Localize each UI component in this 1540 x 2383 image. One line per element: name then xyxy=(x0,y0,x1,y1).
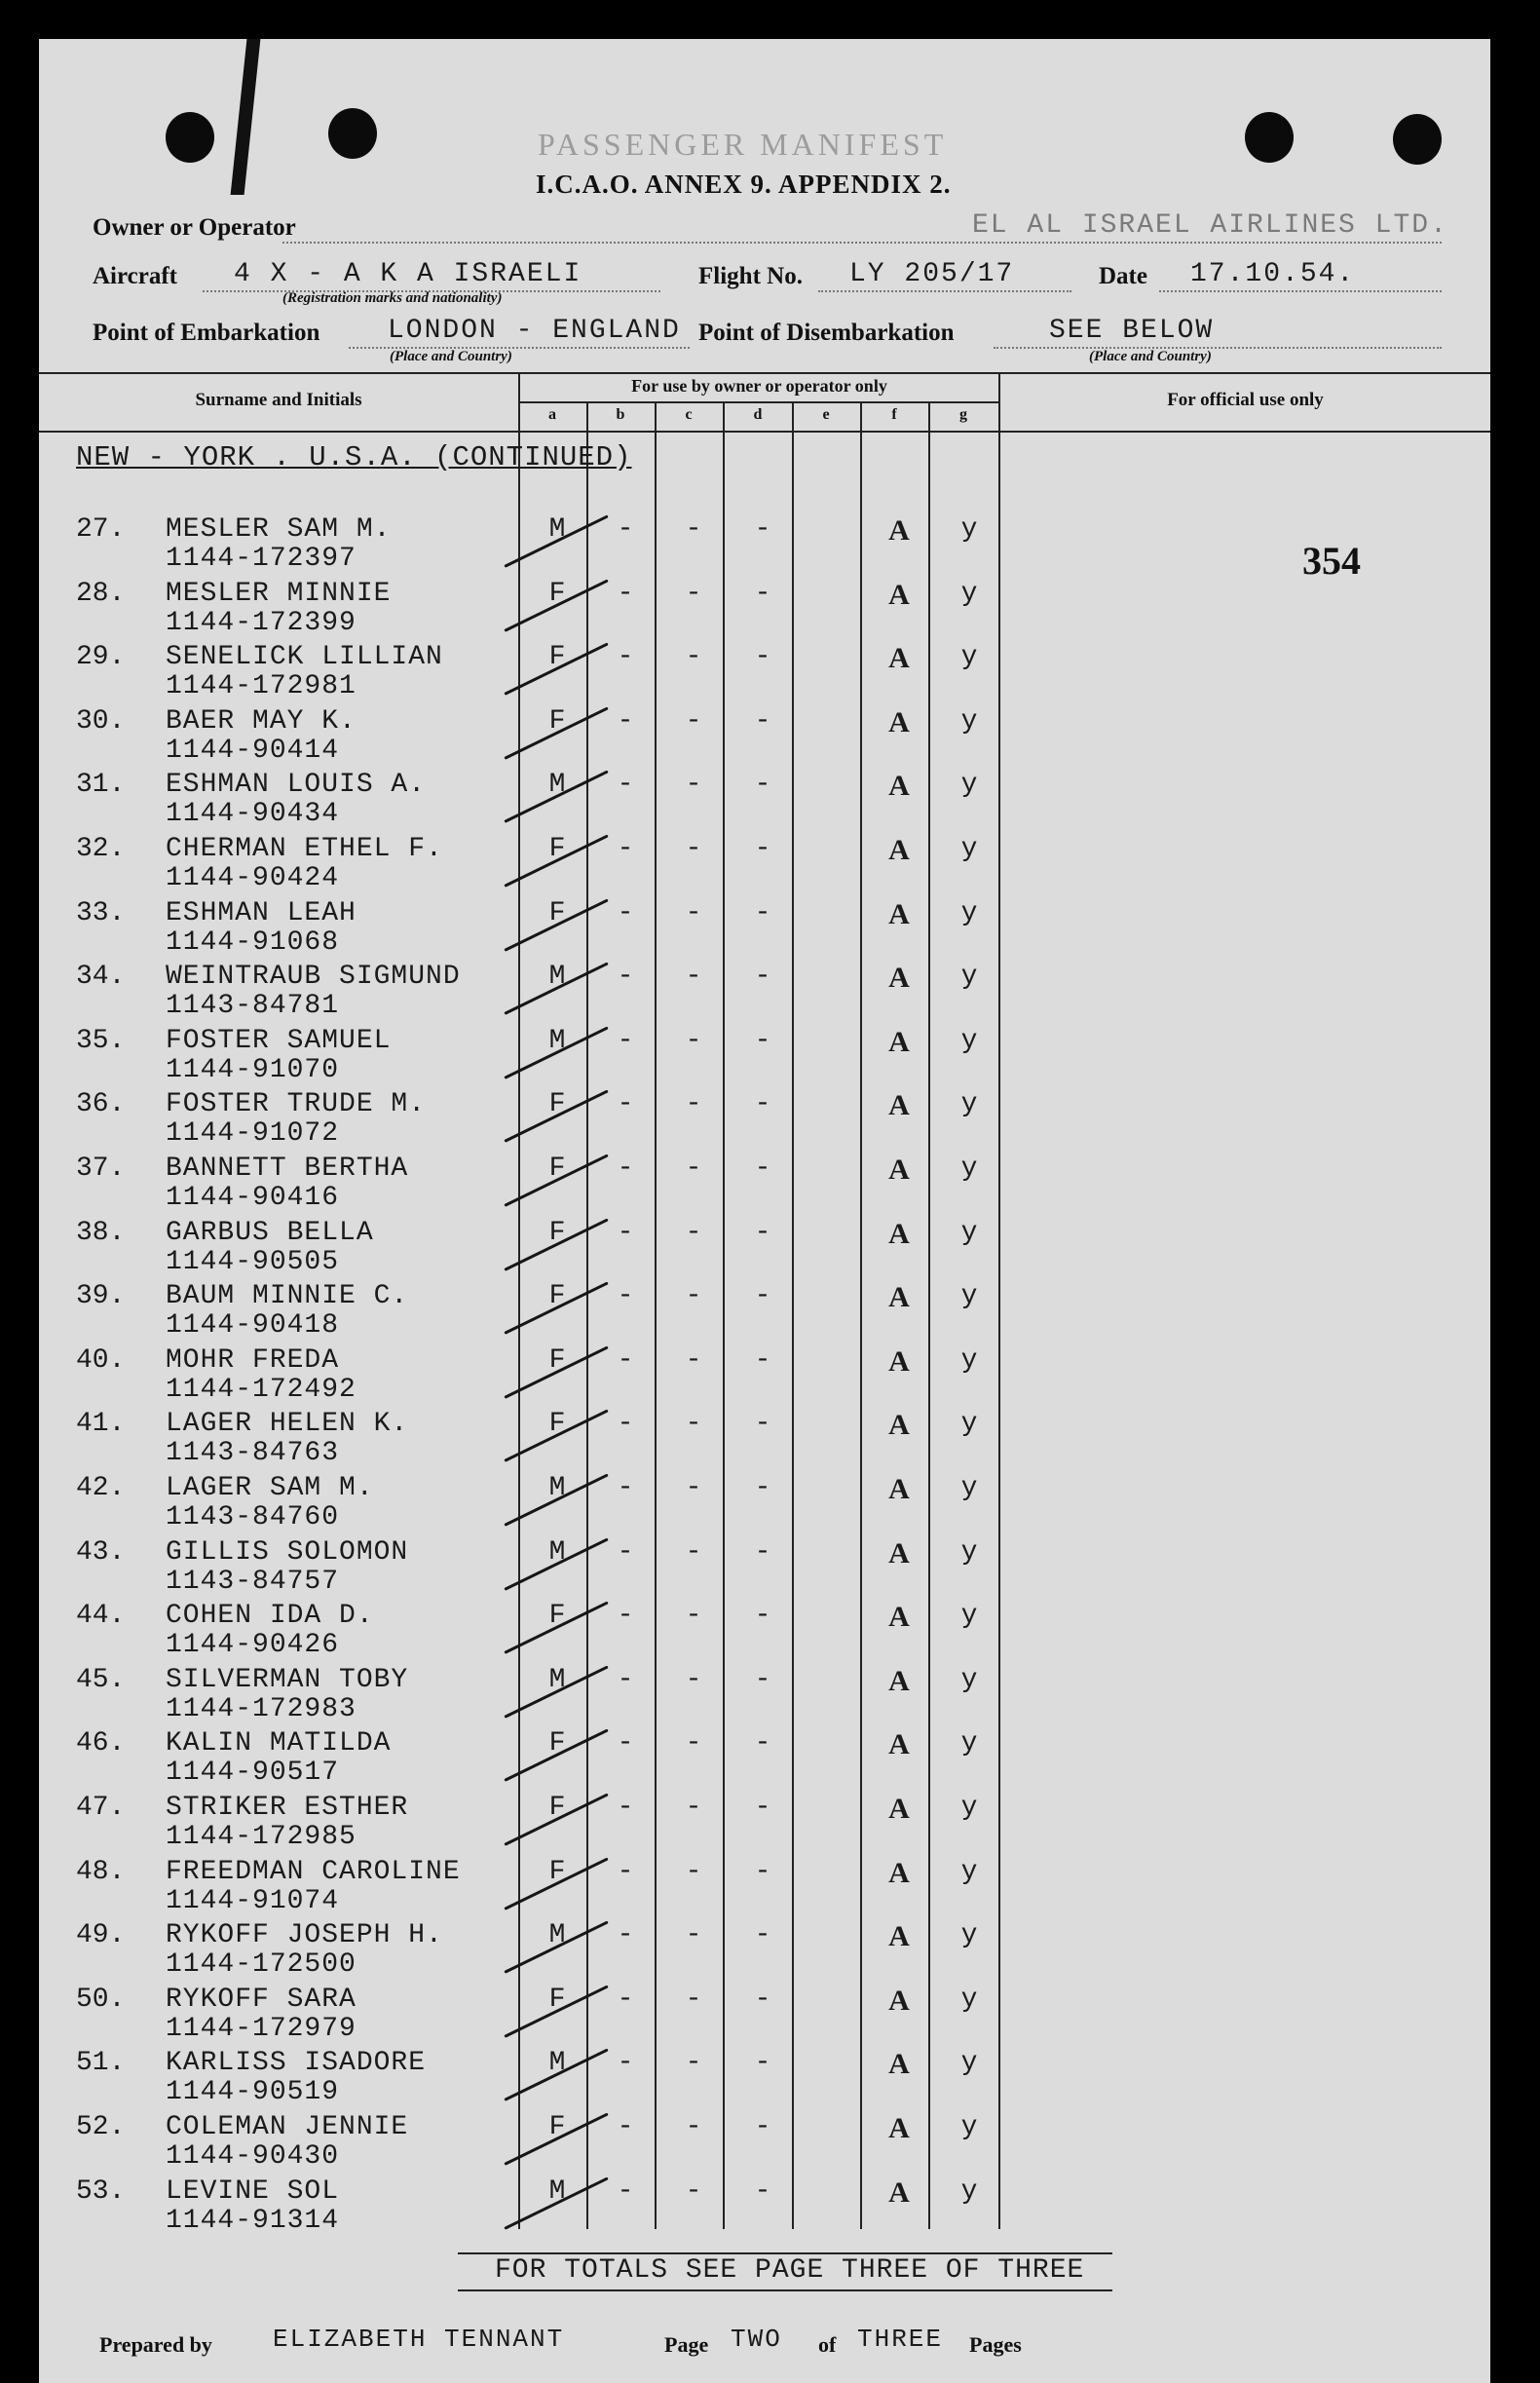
cell-d: - xyxy=(754,1281,771,1311)
table-header-bottom-rule xyxy=(39,431,1490,433)
cell-g: y xyxy=(960,1857,978,1887)
cell-c: - xyxy=(685,1089,702,1119)
passport-number: 1144-91068 xyxy=(166,927,340,958)
cell-b: - xyxy=(617,1026,634,1056)
passport-number: 1144-172983 xyxy=(166,1694,357,1724)
cell-d: - xyxy=(754,1793,771,1823)
cell-b: - xyxy=(617,1793,634,1823)
passenger-number: 30. xyxy=(76,706,126,737)
cell-g: y xyxy=(960,2112,978,2142)
cell-g: y xyxy=(960,2048,978,2078)
passenger-number: 42. xyxy=(76,1473,126,1503)
cell-g: y xyxy=(960,834,978,864)
cell-b: - xyxy=(617,962,634,992)
cell-g: y xyxy=(960,1920,978,1950)
passenger-number: 40. xyxy=(76,1345,126,1376)
passenger-number: 48. xyxy=(76,1857,126,1887)
passport-number: 1144-90505 xyxy=(166,1247,340,1277)
cell-f: A xyxy=(888,1281,910,1313)
cell-d: - xyxy=(754,642,771,672)
cell-f: A xyxy=(888,1218,910,1250)
passport-number: 1144-172985 xyxy=(166,1822,357,1852)
cell-f: A xyxy=(888,706,910,738)
cell-a: F xyxy=(548,642,566,672)
passenger-name: MOHR FREDA xyxy=(166,1345,340,1376)
cell-f: A xyxy=(888,2112,910,2144)
column-line xyxy=(518,372,520,2229)
cell-c: - xyxy=(685,2176,702,2207)
passport-number: 1144-91314 xyxy=(166,2206,340,2236)
cell-a: M xyxy=(548,514,566,545)
of-label: of xyxy=(818,2332,837,2357)
col-surname-header: Surname and Initials xyxy=(195,390,362,410)
disembark-value: SEE BELOW xyxy=(1049,316,1215,346)
passenger-name: KARLISS ISADORE xyxy=(166,2048,427,2078)
passport-number: 1143-84757 xyxy=(166,1567,340,1597)
passport-number: 1144-172500 xyxy=(166,1949,357,1980)
passport-number: 1144-90430 xyxy=(166,2141,340,2172)
cell-c: - xyxy=(685,1665,702,1695)
passenger-number: 47. xyxy=(76,1793,126,1823)
cell-f: A xyxy=(888,1089,910,1121)
passenger-number: 28. xyxy=(76,579,126,609)
column-line xyxy=(998,372,1000,2229)
document-title: I.C.A.O. ANNEX 9. APPENDIX 2. xyxy=(536,170,952,199)
punch-hole xyxy=(1245,112,1294,163)
cell-d: - xyxy=(754,770,771,800)
cell-a: M xyxy=(548,1026,566,1056)
passenger-name: KALIN MATILDA xyxy=(166,1728,392,1759)
cell-b: - xyxy=(617,2176,634,2207)
cell-a: M xyxy=(548,1665,566,1695)
cell-f: A xyxy=(888,514,910,547)
punch-hole xyxy=(328,108,377,159)
cell-b: - xyxy=(617,770,634,800)
passenger-name: MESLER SAM M. xyxy=(166,514,392,545)
cell-c: - xyxy=(685,2112,702,2142)
passenger-name: COHEN IDA D. xyxy=(166,1601,374,1631)
cell-b: - xyxy=(617,1985,634,2015)
cell-f: A xyxy=(888,770,910,802)
cell-f: A xyxy=(888,1920,910,1952)
cell-d: - xyxy=(754,706,771,737)
passenger-number: 32. xyxy=(76,834,126,864)
cell-f: A xyxy=(888,898,910,930)
cell-a: F xyxy=(548,1793,566,1823)
prepared-label: Prepared by xyxy=(99,2332,212,2357)
cell-a: F xyxy=(548,1857,566,1887)
cell-b: - xyxy=(617,706,634,737)
sub-col-b: b xyxy=(616,406,625,423)
passenger-number: 41. xyxy=(76,1409,126,1439)
cell-c: - xyxy=(685,706,702,737)
sub-col-d: d xyxy=(753,406,763,423)
date-value: 17.10.54. xyxy=(1190,259,1356,289)
totals-note: FOR TOTALS SEE PAGE THREE OF THREE xyxy=(495,2255,1085,2286)
cell-f: A xyxy=(888,1857,910,1889)
cell-c: - xyxy=(685,1026,702,1056)
cell-g: y xyxy=(960,1089,978,1119)
passenger-name: STRIKER ESTHER xyxy=(166,1793,409,1823)
owner-label: Owner or Operator xyxy=(93,214,296,241)
cell-a: F xyxy=(548,1985,566,2015)
cell-c: - xyxy=(685,1728,702,1759)
passport-number: 1144-90426 xyxy=(166,1630,340,1660)
cell-g: y xyxy=(960,1409,978,1439)
cell-g: y xyxy=(960,1281,978,1311)
passenger-name: GILLIS SOLOMON xyxy=(166,1537,409,1568)
cell-c: - xyxy=(685,1985,702,2015)
cell-c: - xyxy=(685,962,702,992)
passenger-number: 34. xyxy=(76,962,126,992)
aircraft-label: Aircraft xyxy=(93,263,177,289)
embark-value: LONDON - ENGLAND xyxy=(388,316,681,346)
column-line xyxy=(928,401,930,2229)
cell-b: - xyxy=(617,2112,634,2142)
passenger-name: SILVERMAN TOBY xyxy=(166,1665,409,1695)
cell-f: A xyxy=(888,1728,910,1760)
cell-f: A xyxy=(888,2176,910,2209)
cell-g: y xyxy=(960,2176,978,2207)
passenger-name: BAUM MINNIE C. xyxy=(166,1281,409,1311)
column-line xyxy=(792,401,794,2229)
sub-col-g: g xyxy=(959,406,967,423)
cell-d: - xyxy=(754,962,771,992)
cell-a: M xyxy=(548,770,566,800)
cell-g: y xyxy=(960,770,978,800)
passport-number: 1144-90424 xyxy=(166,863,340,893)
column-line xyxy=(723,401,725,2229)
passport-number: 1144-90414 xyxy=(166,736,340,766)
passenger-number: 37. xyxy=(76,1154,126,1184)
totals-rule-top xyxy=(458,2252,1112,2254)
cell-g: y xyxy=(960,1473,978,1503)
cell-b: - xyxy=(617,1537,634,1568)
passenger-number: 51. xyxy=(76,2048,126,2078)
passenger-name: WEINTRAUB SIGMUND xyxy=(166,962,461,992)
cell-b: - xyxy=(617,834,634,864)
passenger-name: ESHMAN LOUIS A. xyxy=(166,770,427,800)
aircraft-value: 4 X - A K A ISRAELI xyxy=(234,259,582,289)
passenger-number: 53. xyxy=(76,2176,126,2207)
cell-c: - xyxy=(685,1345,702,1376)
cell-d: - xyxy=(754,2112,771,2142)
cell-d: - xyxy=(754,1537,771,1568)
cell-b: - xyxy=(617,1089,634,1119)
cell-a: M xyxy=(548,2048,566,2078)
cell-d: - xyxy=(754,1409,771,1439)
cell-f: A xyxy=(888,579,910,611)
passport-number: 1144-172397 xyxy=(166,544,357,574)
cell-c: - xyxy=(685,642,702,672)
passenger-number: 29. xyxy=(76,642,126,672)
cell-b: - xyxy=(617,1601,634,1631)
cell-g: y xyxy=(960,1345,978,1376)
cell-g: y xyxy=(960,1601,978,1631)
of-value: THREE xyxy=(857,2325,944,2354)
passport-number: 1144-172981 xyxy=(166,671,357,701)
cell-a: F xyxy=(548,1218,566,1248)
column-line xyxy=(860,401,862,2229)
passport-number: 1144-90418 xyxy=(166,1310,340,1341)
cell-a: M xyxy=(548,1537,566,1568)
column-line xyxy=(655,401,657,2229)
cell-b: - xyxy=(617,579,634,609)
cell-b: - xyxy=(617,1218,634,1248)
page-value: TWO xyxy=(731,2325,782,2354)
column-line xyxy=(586,401,588,2229)
cell-b: - xyxy=(617,1665,634,1695)
passport-number: 1143-84781 xyxy=(166,991,340,1021)
cell-f: A xyxy=(888,1985,910,2017)
cell-d: - xyxy=(754,514,771,545)
passport-number: 1144-172492 xyxy=(166,1375,357,1405)
passenger-name: BANNETT BERTHA xyxy=(166,1154,409,1184)
cell-c: - xyxy=(685,1793,702,1823)
passenger-number: 33. xyxy=(76,898,126,928)
passenger-name: RYKOFF SARA xyxy=(166,1985,357,2015)
page-label: Page xyxy=(664,2332,709,2357)
cell-c: - xyxy=(685,1601,702,1631)
punch-hole xyxy=(166,112,214,163)
cell-a: M xyxy=(548,2176,566,2207)
cell-c: - xyxy=(685,1537,702,1568)
cell-f: A xyxy=(888,1026,910,1058)
passenger-number: 36. xyxy=(76,1089,126,1119)
cell-b: - xyxy=(617,2048,634,2078)
cell-c: - xyxy=(685,770,702,800)
passenger-name: LEVINE SOL xyxy=(166,2176,340,2207)
passport-number: 1144-91074 xyxy=(166,1886,340,1916)
cell-b: - xyxy=(617,1409,634,1439)
cell-a: M xyxy=(548,1473,566,1503)
cell-a: F xyxy=(548,1601,566,1631)
prepared-value: ELIZABETH TENNANT xyxy=(273,2325,565,2354)
flight-label: Flight No. xyxy=(698,263,803,289)
disembark-label: Point of Disembarkation xyxy=(698,320,955,346)
cell-g: y xyxy=(960,1728,978,1759)
cell-g: y xyxy=(960,1026,978,1056)
passenger-name: LAGER HELEN K. xyxy=(166,1409,409,1439)
cell-a: F xyxy=(548,706,566,737)
passport-number: 1143-84760 xyxy=(166,1502,340,1532)
cell-c: - xyxy=(685,514,702,545)
cell-f: A xyxy=(888,1793,910,1825)
cell-d: - xyxy=(754,2176,771,2207)
cell-f: A xyxy=(888,1601,910,1633)
cell-d: - xyxy=(754,1728,771,1759)
cell-g: y xyxy=(960,1665,978,1695)
cell-d: - xyxy=(754,1665,771,1695)
cell-c: - xyxy=(685,898,702,928)
sub-col-c: c xyxy=(685,406,693,423)
passenger-name: SENELICK LILLIAN xyxy=(166,642,443,672)
cell-a: F xyxy=(548,1345,566,1376)
cell-f: A xyxy=(888,2048,910,2080)
passenger-number: 52. xyxy=(76,2112,126,2142)
passenger-name: MESLER MINNIE xyxy=(166,579,392,609)
cell-d: - xyxy=(754,1473,771,1503)
passenger-name: GARBUS BELLA xyxy=(166,1218,374,1248)
passenger-number: 27. xyxy=(76,514,126,545)
passenger-name: RYKOFF JOSEPH H. xyxy=(166,1920,443,1950)
cell-f: A xyxy=(888,642,910,674)
passenger-number: 31. xyxy=(76,770,126,800)
cell-f: A xyxy=(888,1473,910,1505)
cell-f: A xyxy=(888,834,910,866)
passenger-number: 35. xyxy=(76,1026,126,1056)
cell-c: - xyxy=(685,1218,702,1248)
passport-number: 1144-90434 xyxy=(166,799,340,829)
cell-c: - xyxy=(685,2048,702,2078)
staple-mark xyxy=(231,39,261,195)
cell-b: - xyxy=(617,1345,634,1376)
passenger-number: 46. xyxy=(76,1728,126,1759)
official-page-number: 354 xyxy=(1302,539,1361,583)
cell-b: - xyxy=(617,514,634,545)
disembark-caption: (Place and Country) xyxy=(1089,349,1212,364)
passport-number: 1144-91072 xyxy=(166,1118,340,1149)
owner-value: EL AL ISRAEL AIRLINES LTD. xyxy=(972,210,1448,241)
embark-label: Point of Embarkation xyxy=(93,320,320,346)
punch-hole xyxy=(1393,114,1442,165)
pages-label: Pages xyxy=(969,2332,1022,2357)
cell-d: - xyxy=(754,579,771,609)
cell-g: y xyxy=(960,1154,978,1184)
passenger-name: CHERMAN ETHEL F. xyxy=(166,834,443,864)
cell-b: - xyxy=(617,898,634,928)
section-header: NEW - YORK . U.S.A. (CONTINUED) xyxy=(76,441,632,473)
passenger-number: 43. xyxy=(76,1537,126,1568)
cell-c: - xyxy=(685,834,702,864)
cell-a: F xyxy=(548,898,566,928)
cell-f: A xyxy=(888,1154,910,1186)
cell-g: y xyxy=(960,579,978,609)
passport-number: 1144-90517 xyxy=(166,1758,340,1788)
cell-c: - xyxy=(685,1920,702,1950)
cell-g: y xyxy=(960,1793,978,1823)
cell-f: A xyxy=(888,1537,910,1570)
passenger-number: 44. xyxy=(76,1601,126,1631)
faded-title: PASSENGER MANIFEST xyxy=(538,127,948,162)
cell-c: - xyxy=(685,1154,702,1184)
passport-number: 1144-172979 xyxy=(166,2014,357,2044)
cell-c: - xyxy=(685,1409,702,1439)
cell-d: - xyxy=(754,834,771,864)
cell-d: - xyxy=(754,898,771,928)
cell-a: F xyxy=(548,1728,566,1759)
cell-d: - xyxy=(754,1857,771,1887)
cell-g: y xyxy=(960,1537,978,1568)
cell-a: M xyxy=(548,1920,566,1950)
cell-b: - xyxy=(617,1154,634,1184)
passenger-name: COLEMAN JENNIE xyxy=(166,2112,409,2142)
cell-c: - xyxy=(685,579,702,609)
cell-b: - xyxy=(617,1920,634,1950)
cell-a: F xyxy=(548,834,566,864)
passport-number: 1144-90416 xyxy=(166,1183,340,1213)
cell-a: F xyxy=(548,1089,566,1119)
date-label: Date xyxy=(1099,263,1147,289)
cell-g: y xyxy=(960,642,978,672)
aircraft-caption: (Registration marks and nationality) xyxy=(282,290,503,306)
cell-c: - xyxy=(685,1281,702,1311)
passport-number: 1143-84763 xyxy=(166,1438,340,1468)
cell-b: - xyxy=(617,642,634,672)
cell-d: - xyxy=(754,1345,771,1376)
cell-d: - xyxy=(754,1026,771,1056)
cell-d: - xyxy=(754,1089,771,1119)
col-owner-use-header: For use by owner or operator only xyxy=(631,376,887,396)
cell-g: y xyxy=(960,962,978,992)
manifest-page xyxy=(39,39,1490,2383)
passenger-number: 49. xyxy=(76,1920,126,1950)
sub-col-e: e xyxy=(822,406,830,423)
passenger-name: FOSTER SAMUEL xyxy=(166,1026,392,1056)
cell-g: y xyxy=(960,1985,978,2015)
passenger-name: BAER MAY K. xyxy=(166,706,357,737)
table-top-rule xyxy=(39,372,1490,374)
passenger-number: 38. xyxy=(76,1218,126,1248)
passenger-name: ESHMAN LEAH xyxy=(166,898,357,928)
passport-number: 1144-91070 xyxy=(166,1055,340,1085)
passenger-number: 50. xyxy=(76,1985,126,2015)
cell-d: - xyxy=(754,1601,771,1631)
cell-c: - xyxy=(685,1857,702,1887)
cell-f: A xyxy=(888,1665,910,1697)
cell-g: y xyxy=(960,514,978,545)
embark-caption: (Place and Country) xyxy=(390,349,512,364)
cell-a: F xyxy=(548,1409,566,1439)
passenger-name: LAGER SAM M. xyxy=(166,1473,374,1503)
cell-f: A xyxy=(888,962,910,994)
cell-b: - xyxy=(617,1857,634,1887)
cell-a: F xyxy=(548,1281,566,1311)
cell-a: F xyxy=(548,1154,566,1184)
cell-d: - xyxy=(754,1154,771,1184)
cell-b: - xyxy=(617,1281,634,1311)
passenger-number: 45. xyxy=(76,1665,126,1695)
passport-number: 1144-90519 xyxy=(166,2077,340,2107)
passenger-number: 39. xyxy=(76,1281,126,1311)
cell-c: - xyxy=(685,1473,702,1503)
cell-a: F xyxy=(548,2112,566,2142)
cell-f: A xyxy=(888,1345,910,1378)
passenger-name: FREEDMAN CAROLINE xyxy=(166,1857,461,1887)
cell-g: y xyxy=(960,706,978,737)
col-official-header: For official use only xyxy=(1167,390,1324,410)
cell-a: F xyxy=(548,579,566,609)
cell-d: - xyxy=(754,1985,771,2015)
passport-number: 1144-172399 xyxy=(166,608,357,638)
cell-d: - xyxy=(754,1218,771,1248)
sub-col-a: a xyxy=(548,406,556,423)
sub-col-f: f xyxy=(891,406,897,423)
cell-g: y xyxy=(960,1218,978,1248)
cell-g: y xyxy=(960,898,978,928)
cell-b: - xyxy=(617,1473,634,1503)
cell-b: - xyxy=(617,1728,634,1759)
cell-d: - xyxy=(754,2048,771,2078)
cell-f: A xyxy=(888,1409,910,1441)
passenger-name: FOSTER TRUDE M. xyxy=(166,1089,427,1119)
flight-value: LY 205/17 xyxy=(849,259,1015,289)
totals-rule-bottom xyxy=(458,2289,1112,2291)
cell-d: - xyxy=(754,1920,771,1950)
cell-a: M xyxy=(548,962,566,992)
